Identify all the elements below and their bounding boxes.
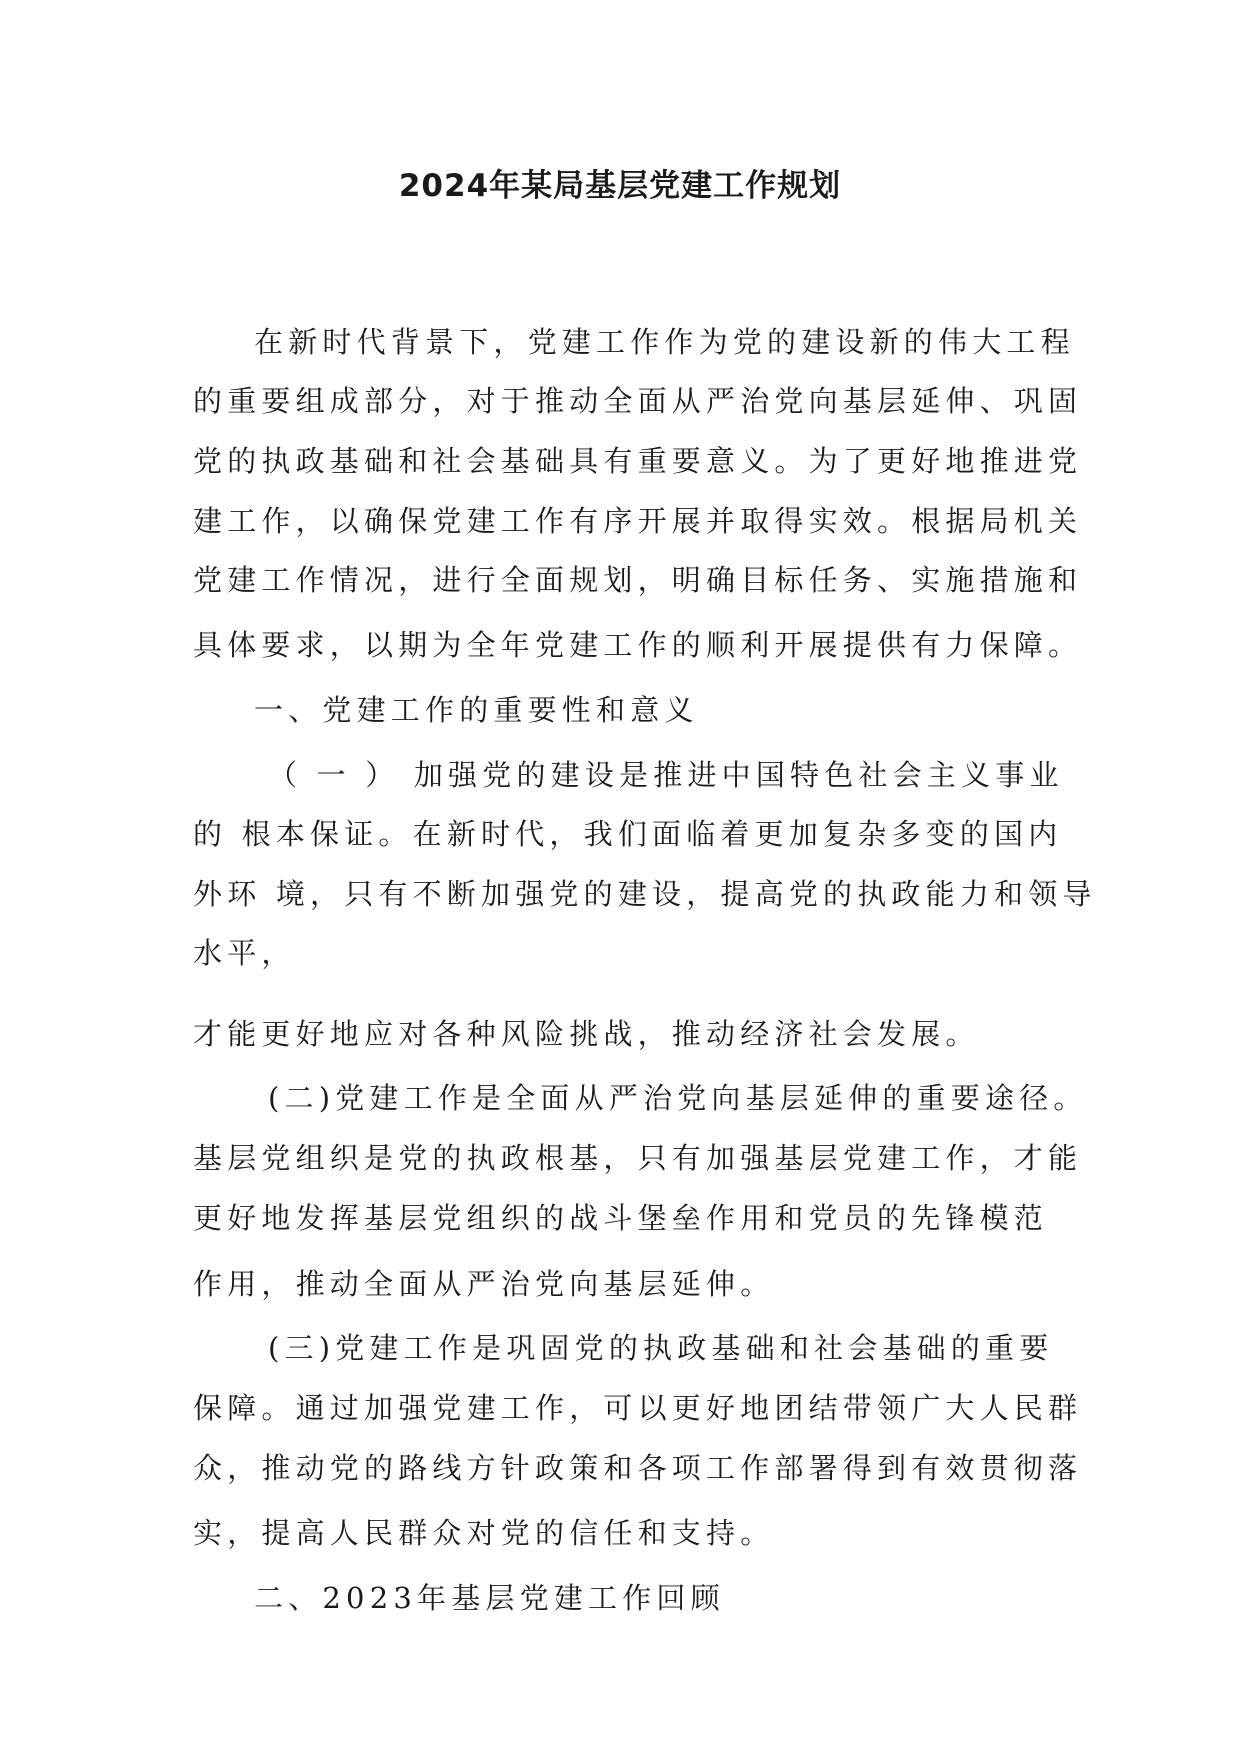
point-1-line-1: （ 一 ） 加强党的建设是推进中国特色社会主义事业 xyxy=(268,758,1064,792)
point-1-line-4: 水平， xyxy=(193,936,296,970)
intro-line-1: 在新时代背景下，党建工作作为党的建设新的伟大工程 xyxy=(254,325,1075,359)
section-heading-2: 二、2023年基层党建工作回顾 xyxy=(254,1581,725,1615)
point-3-line-1: (三)党建工作是巩固党的执政基础和社会基础的重要 xyxy=(268,1331,1054,1365)
point-2-line-3: 更好地发挥基层党组织的战斗堡垒作用和党员的先锋模范 xyxy=(193,1201,1049,1235)
point-3-line-2: 保障。通过加强党建工作，可以更好地团结带领广大人民群 xyxy=(193,1391,1083,1425)
point-3-line-4: 实，提高人民群众对党的信任和支持。 xyxy=(193,1516,775,1550)
intro-line-2: 的重要组成部分，对于推动全面从严治党向基层延伸、巩固 xyxy=(193,384,1083,418)
intro-line-4: 建工作，以确保党建工作有序开展并取得实效。根据局机关 xyxy=(193,504,1083,538)
point-1-line-3: 外环 境，只有不断加强党的建设，提高党的执政能力和领导 xyxy=(193,877,1097,911)
intro-line-3: 党的执政基础和社会基础具有重要意义。为了更好地推进党 xyxy=(193,444,1083,478)
document-title: 2024年某局基层党建工作规划 xyxy=(398,168,842,204)
point-2-line-2: 基层党组织是党的执政根基，只有加强基层党建工作，才能 xyxy=(193,1141,1083,1175)
point-2-line-1: (二)党建工作是全面从严治党向基层延伸的重要途径。 xyxy=(268,1081,1088,1115)
point-1-line-2: 的 根本保证。在新时代，我们面临着更加复杂多变的国内 xyxy=(193,817,1063,851)
intro-line-6: 具体要求，以期为全年党建工作的顺利开展提供有力保障。 xyxy=(193,628,1083,662)
section-heading-1: 一、党建工作的重要性和意义 xyxy=(254,693,699,727)
intro-line-5: 党建工作情况，进行全面规划，明确目标任务、实施措施和 xyxy=(193,563,1083,597)
point-3-line-3: 众，推动党的路线方针政策和各项工作部署得到有效贯彻落 xyxy=(193,1451,1083,1485)
point-1-line-5: 才能更好地应对各种风险挑战，推动经济社会发展。 xyxy=(193,1017,980,1051)
point-2-line-4: 作用，推动全面从严治党向基层延伸。 xyxy=(193,1267,775,1301)
